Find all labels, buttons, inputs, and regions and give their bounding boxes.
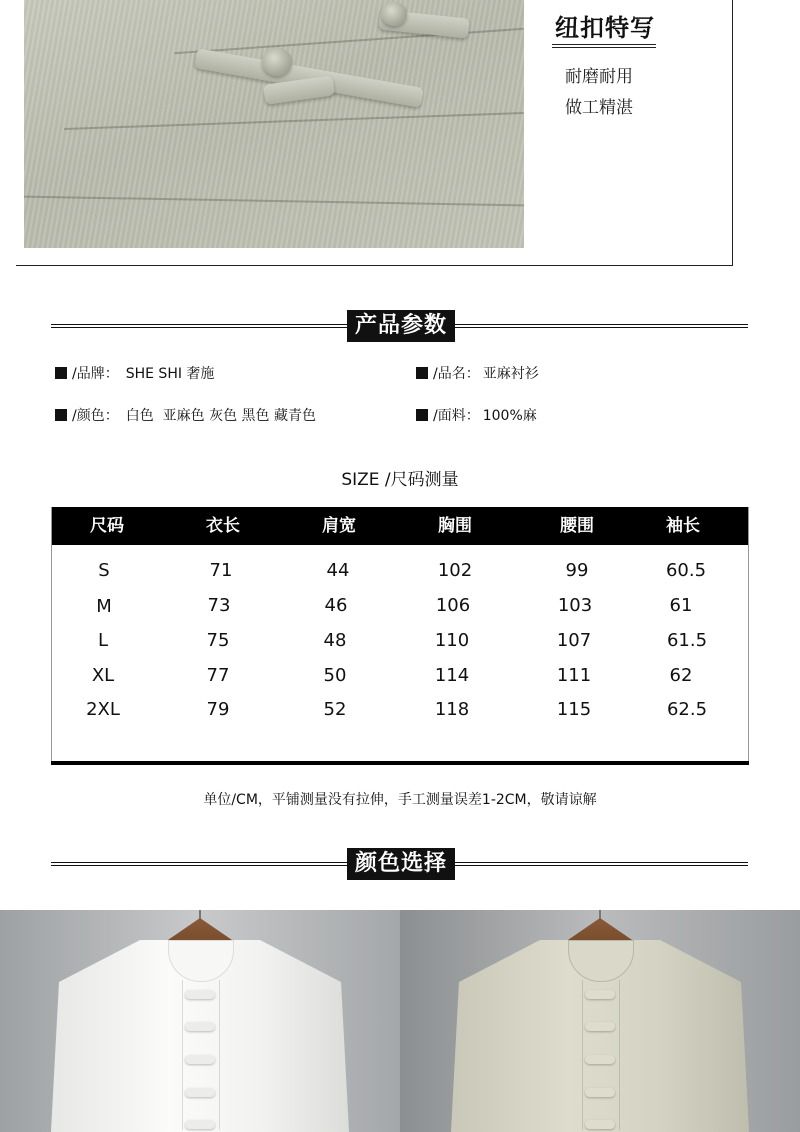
table-cell: 62.5 <box>666 699 708 720</box>
param-product-name <box>416 363 539 383</box>
col-header-shoulder: 肩宽 <box>322 516 356 536</box>
detail-title: 纽扣特写 <box>555 14 655 42</box>
table-cell: 115 <box>556 699 592 720</box>
detail-title-underline <box>552 44 656 48</box>
frog-button <box>585 1055 615 1064</box>
param-brand-label: /品牌： <box>72 366 119 382</box>
param-brand-value: SHE SHI 奢施 <box>125 366 215 382</box>
param-fabric <box>416 405 537 425</box>
param-brand <box>55 363 214 383</box>
frog-button <box>585 1088 615 1097</box>
table-cell: 73 <box>207 595 231 616</box>
table-cell: L <box>97 630 109 651</box>
frog-button <box>585 1022 615 1031</box>
table-cell: 60.5 <box>665 560 707 581</box>
size-table-bottom-bar <box>51 761 749 765</box>
button-closeup-photo <box>24 0 524 248</box>
table-cell: 103 <box>557 595 593 616</box>
param-product-name-label: /品名： <box>433 366 480 382</box>
col-header-length: 衣长 <box>206 516 240 536</box>
color-rule-left <box>51 862 347 866</box>
table-cell: 46 <box>324 595 348 616</box>
bullet-square <box>416 409 428 421</box>
frog-button <box>185 1022 215 1031</box>
table-cell: 111 <box>556 665 592 686</box>
table-cell: M <box>96 596 112 617</box>
table-cell: 62 <box>669 665 693 686</box>
detail-feature-2: 做工精湛 <box>565 98 633 118</box>
measurement-note: 单位/CM，平铺测量没有拉伸，手工测量误差1-2CM，敬请谅解 <box>203 792 597 808</box>
param-product-name-value: 亚麻衬衫 <box>482 366 539 382</box>
table-cell: 2XL <box>86 699 120 720</box>
col-header-chest: 胸围 <box>438 516 472 536</box>
frog-button <box>185 990 215 999</box>
frog-button <box>185 1055 215 1064</box>
col-header-size: 尺码 <box>90 516 124 536</box>
bullet-square <box>55 367 67 379</box>
size-table <box>51 507 749 765</box>
table-cell: 114 <box>434 665 470 686</box>
table-cell: 61 <box>669 595 693 616</box>
table-cell: 79 <box>206 699 230 720</box>
table-cell: 77 <box>206 665 230 686</box>
table-cell: 110 <box>434 630 470 651</box>
table-cell: 75 <box>206 630 230 651</box>
table-cell: 52 <box>323 699 347 720</box>
table-cell: 48 <box>323 630 347 651</box>
size-table-header <box>52 507 748 545</box>
size-caption: SIZE /尺码测量 <box>341 470 459 490</box>
bullet-square <box>55 409 67 421</box>
color-header: 颜色选择 <box>347 848 455 880</box>
params-header: 产品参数 <box>347 310 455 342</box>
frog-button <box>585 990 615 999</box>
table-cell: 118 <box>434 699 470 720</box>
frog-button <box>185 1088 215 1097</box>
table-cell: 71 <box>209 560 233 581</box>
params-rule-left <box>51 324 347 328</box>
table-cell: 107 <box>556 630 592 651</box>
color-rule-right <box>455 862 748 866</box>
bullet-square <box>416 367 428 379</box>
params-rule-right <box>455 324 748 328</box>
table-cell: 106 <box>435 595 471 616</box>
detail-feature-1: 耐磨耐用 <box>565 67 633 87</box>
table-cell: 44 <box>326 560 350 581</box>
col-header-waist: 腰围 <box>560 516 594 536</box>
param-colors-label: /颜色： <box>72 408 119 424</box>
col-header-sleeve: 袖长 <box>666 516 700 536</box>
flax-shirt-photo <box>400 910 800 1132</box>
table-cell: S <box>98 560 110 581</box>
table-cell: XL <box>91 665 115 686</box>
table-cell: 102 <box>437 560 473 581</box>
table-cell: 50 <box>323 665 347 686</box>
frog-button <box>585 1120 615 1129</box>
white-shirt-photo <box>0 910 400 1132</box>
param-fabric-label: /面料： <box>433 408 480 424</box>
param-fabric-value: 100%麻 <box>482 408 537 424</box>
frog-button <box>185 1120 215 1129</box>
table-cell: 99 <box>565 560 589 581</box>
param-colors <box>55 405 316 425</box>
table-cell: 61.5 <box>666 630 708 651</box>
param-colors-value: 白色 亚麻色 灰色 黑色 藏青色 <box>125 408 316 424</box>
